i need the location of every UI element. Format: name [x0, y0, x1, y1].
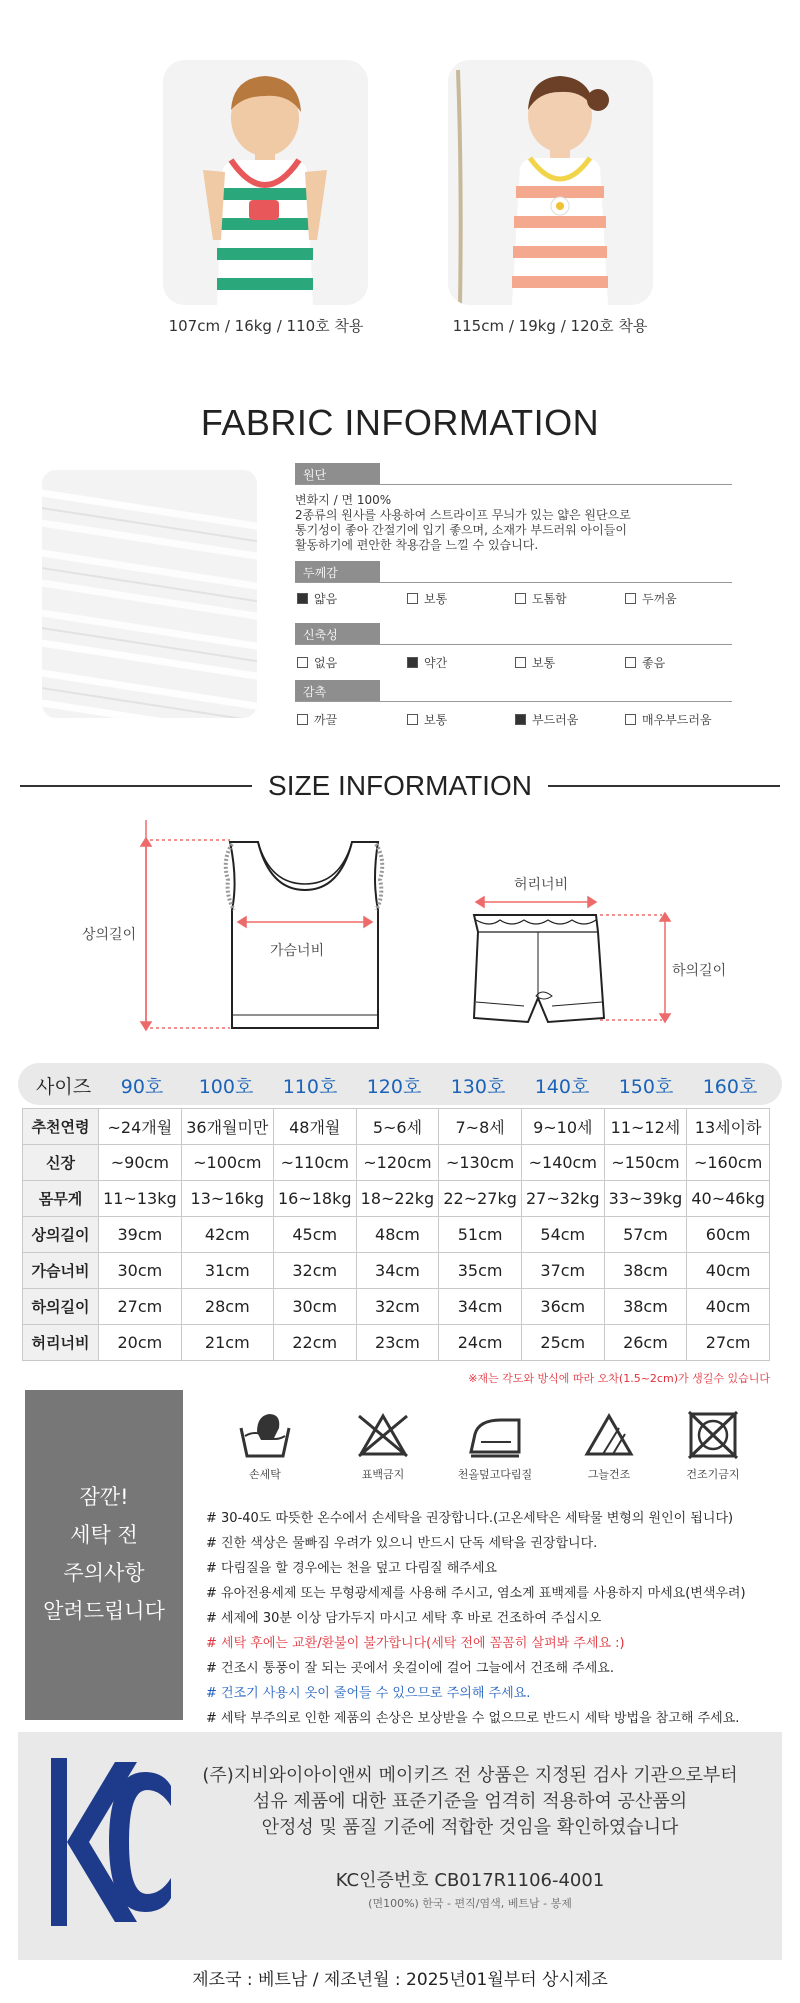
table-cell: 26cm	[604, 1325, 687, 1361]
table-row	[23, 1181, 770, 1217]
size-header-label: 사이즈	[36, 1076, 92, 1098]
kc-statement	[200, 1763, 740, 1841]
table-row	[23, 1109, 770, 1145]
table-cell: 11~13kg	[99, 1181, 182, 1217]
table-cell: 24cm	[439, 1325, 522, 1361]
model-photo-girl	[448, 60, 653, 305]
size-title-block	[20, 770, 780, 800]
stretch-option: 좋음	[625, 654, 665, 671]
table-cell: 40cm	[687, 1253, 770, 1289]
wash-headline-line: 알려드립니다	[43, 1599, 165, 1623]
hand-wash-icon	[235, 1410, 295, 1460]
wash-rule: # 진한 색상은 물빠짐 우려가 있으니 반드시 단독 세탁을 권장합니다.	[206, 1536, 598, 1551]
table-cell: 18~22kg	[356, 1181, 439, 1217]
shade-dry-item	[569, 1410, 649, 1482]
table-cell: ~110cm	[273, 1145, 356, 1181]
kc-mark-logo	[45, 1752, 175, 1932]
texture-option: 보통	[407, 711, 447, 728]
table-cell: 22cm	[273, 1325, 356, 1361]
thickness-tag: 두께감	[295, 561, 380, 583]
row-header: 허리너비	[23, 1325, 99, 1361]
wash-rule: # 30-40도 따뜻한 온수에서 손세탁을 권장합니다.(고온세탁은 세탁물 변형의 원인이 됩니다)	[206, 1511, 734, 1526]
kc-statement-line: 안정성 및 품질 기준에 적합한 것임을 확인하였습니다	[261, 1817, 679, 1838]
material-description	[295, 493, 735, 553]
size-header-cell: 110호	[282, 1076, 338, 1098]
checkbox-empty	[625, 714, 636, 725]
texture-option: 매우부드러움	[625, 711, 712, 728]
row-header: 추천연령	[23, 1109, 99, 1145]
table-cell: 36cm	[521, 1289, 604, 1325]
table-cell: 39cm	[99, 1217, 182, 1253]
wash-rule: # 세탁 부주의로 인한 제품의 손상은 보상받을 수 없으므로 반드시 세탁 방법을 참고해 주세요.	[206, 1711, 740, 1726]
thickness-option: 두꺼움	[625, 590, 677, 607]
manufacture-info: 제조국 : 베트남 / 제조년월 : 2025년01월부터 상시제조	[192, 1970, 608, 1990]
material-line: 활동하기에 편안한 착용감을 느낄 수 있습니다.	[295, 538, 539, 552]
table-cell: 38cm	[604, 1289, 687, 1325]
checkbox-empty	[407, 714, 418, 725]
table-cell: 13~16kg	[181, 1181, 273, 1217]
wash-notice-panel	[25, 1390, 183, 1720]
kc-statement-line: (주)지비와이아이앤씨 메이키즈 전 상품은 지정된 검사 기관으로부터	[202, 1765, 738, 1786]
material-line: 통기성이 좋아 간절기에 입기 좋으며, 소재가 부드러워 아이들이	[295, 523, 627, 537]
material-rule	[295, 484, 732, 485]
table-cell: 45cm	[273, 1217, 356, 1253]
kc-origin-detail: (면100%) 한국 - 편직/염색, 베트남 - 봉제	[368, 1897, 572, 1910]
chest-width-label: 가슴너비	[270, 943, 325, 959]
checkbox-empty	[297, 714, 308, 725]
hand-wash-item	[225, 1410, 305, 1482]
no-bleach-item	[343, 1410, 423, 1482]
no-tumble-dry-item	[673, 1410, 753, 1482]
texture-rule	[295, 701, 732, 702]
table-cell: 57cm	[604, 1217, 687, 1253]
iron-cloth-label: 천올덮고다림질	[457, 1468, 533, 1481]
wash-rule: # 유아전용세제 또는 무형광세제를 사용해 주시고, 염소계 표백제를 사용하지 마세요(변색우려)	[206, 1586, 746, 1601]
table-cell: 27cm	[687, 1325, 770, 1361]
table-cell: 36개월미만	[181, 1109, 273, 1145]
table-cell: ~120cm	[356, 1145, 439, 1181]
thickness-rule	[295, 582, 732, 583]
table-cell: 30cm	[99, 1253, 182, 1289]
wash-rule-warning: # 세탁 후에는 교환/환불이 불가합니다(세탁 전에 꼼꼼히 살펴봐 주세요 :)	[206, 1636, 625, 1651]
wash-headline-line: 세탁 전	[70, 1523, 138, 1547]
table-row	[23, 1217, 770, 1253]
bottom-length-label: 하의길이	[672, 963, 727, 979]
table-cell: 5~6세	[356, 1109, 439, 1145]
table-cell: 31cm	[181, 1253, 273, 1289]
thickness-option: 도톰함	[515, 590, 567, 607]
table-cell: 13세이하	[687, 1109, 770, 1145]
hand-wash-label: 손세탁	[249, 1468, 281, 1481]
table-cell: 22~27kg	[439, 1181, 522, 1217]
checkbox-empty	[515, 593, 526, 604]
checkbox-empty	[297, 657, 308, 668]
table-cell: 11~12세	[604, 1109, 687, 1145]
table-cell: 33~39kg	[604, 1181, 687, 1217]
no-tumble-dry-label: 건조기금지	[686, 1468, 740, 1481]
table-cell: 28cm	[181, 1289, 273, 1325]
table-cell: ~90cm	[99, 1145, 182, 1181]
fabric-title: FABRIC INFORMATION	[200, 402, 600, 443]
stretch-rule	[295, 644, 732, 645]
thickness-option: 얇음	[297, 590, 337, 607]
table-cell: ~150cm	[604, 1145, 687, 1181]
model-caption-girl: 115cm / 19kg / 120호 착용	[452, 317, 648, 335]
texture-tag: 감촉	[295, 680, 380, 702]
checkbox-empty	[407, 593, 418, 604]
stretch-option: 보통	[515, 654, 555, 671]
size-header-cell: 130호	[450, 1076, 506, 1098]
table-cell: 40~46kg	[687, 1181, 770, 1217]
iron-cloth-item	[455, 1410, 535, 1482]
table-cell: 34cm	[439, 1289, 522, 1325]
wash-rule: # 세제에 30분 이상 담가두지 마시고 세탁 후 바로 건조하여 주십시오	[206, 1611, 602, 1626]
kc-cert-number: KC인증번호 CB017R1106-4001	[335, 1870, 605, 1891]
table-cell: 16~18kg	[273, 1181, 356, 1217]
top-length-label: 상의길이	[82, 927, 137, 943]
size-header-cell: 90호	[120, 1076, 164, 1098]
texture-option: 까끌	[297, 711, 337, 728]
table-cell: 60cm	[687, 1217, 770, 1253]
table-cell: 30cm	[273, 1289, 356, 1325]
table-cell: 48개월	[273, 1109, 356, 1145]
table-cell: 40cm	[687, 1289, 770, 1325]
table-cell: 42cm	[181, 1217, 273, 1253]
table-cell: 35cm	[439, 1253, 522, 1289]
checkbox-empty	[625, 593, 636, 604]
size-header-cell: 160호	[702, 1076, 758, 1098]
table-cell: 48cm	[356, 1217, 439, 1253]
iron-cloth-icon	[465, 1410, 525, 1460]
checkbox-empty	[515, 657, 526, 668]
table-cell: 23cm	[356, 1325, 439, 1361]
table-cell: 27~32kg	[521, 1181, 604, 1217]
checkbox-empty	[625, 657, 636, 668]
row-header: 하의길이	[23, 1289, 99, 1325]
table-cell: 25cm	[521, 1325, 604, 1361]
table-cell: 9~10세	[521, 1109, 604, 1145]
table-cell: 32cm	[273, 1253, 356, 1289]
size-header-cell: 140호	[534, 1076, 590, 1098]
texture-option: 부드러움	[515, 711, 578, 728]
table-cell: 27cm	[99, 1289, 182, 1325]
row-header: 상의길이	[23, 1217, 99, 1253]
size-header-cell: 120호	[366, 1076, 422, 1098]
table-cell: 38cm	[604, 1253, 687, 1289]
table-cell: 20cm	[99, 1325, 182, 1361]
fabric-swatch-image	[42, 470, 257, 718]
checkbox-filled	[297, 593, 308, 604]
wash-rule-caution: # 건조기 사용시 옷이 줄어들 수 있으므로 주의해 주세요.	[206, 1686, 531, 1701]
table-cell: ~100cm	[181, 1145, 273, 1181]
table-row	[23, 1253, 770, 1289]
material-tag: 원단	[295, 463, 380, 485]
size-header-cell: 100호	[198, 1076, 254, 1098]
model-photo-boy	[163, 60, 368, 305]
table-cell: ~130cm	[439, 1145, 522, 1181]
waist-width-label: 허리너비	[514, 877, 569, 893]
row-header: 가슴너비	[23, 1253, 99, 1289]
thickness-option: 보통	[407, 590, 447, 607]
no-bleach-icon	[353, 1410, 413, 1460]
row-header: 몸무게	[23, 1181, 99, 1217]
checkbox-filled	[515, 714, 526, 725]
stretch-option: 없음	[297, 654, 337, 671]
table-cell: 32cm	[356, 1289, 439, 1325]
no-bleach-label: 표백금지	[361, 1468, 405, 1481]
table-cell: ~160cm	[687, 1145, 770, 1181]
no-tumble-dry-icon	[683, 1410, 743, 1460]
table-cell: 37cm	[521, 1253, 604, 1289]
table-cell: 34cm	[356, 1253, 439, 1289]
size-header-cell: 150호	[618, 1076, 674, 1098]
shade-dry-label: 그늘건조	[587, 1468, 631, 1481]
kc-statement-line: 섬유 제품에 대한 표준기준을 엄격히 적용하여 공산품의	[252, 1791, 688, 1812]
table-cell: 54cm	[521, 1217, 604, 1253]
shade-dry-icon	[579, 1410, 639, 1460]
material-line: 변화지 / 면 100%	[295, 493, 392, 507]
wash-rule: # 다림질을 할 경우에는 천을 덮고 다림질 해주세요	[206, 1561, 497, 1576]
model-caption-boy: 107cm / 16kg / 110호 착용	[168, 317, 364, 335]
table-cell: 21cm	[181, 1325, 273, 1361]
size-table	[22, 1108, 770, 1361]
table-cell: ~140cm	[521, 1145, 604, 1181]
table-cell: 7~8세	[439, 1109, 522, 1145]
wash-headline-line: 잠깐!	[79, 1485, 129, 1509]
material-line: 2종류의 원사를 사용하여 스트라이프 무늬가 있는 얇은 원단으로	[295, 508, 631, 522]
table-cell: ~24개월	[99, 1109, 182, 1145]
table-cell: 51cm	[439, 1217, 522, 1253]
checkbox-filled	[407, 657, 418, 668]
table-row	[23, 1145, 770, 1181]
row-header: 신장	[23, 1145, 99, 1181]
wash-rule: # 건조시 통풍이 잘 되는 곳에서 옷걸이에 걸어 그늘에서 건조해 주세요.	[206, 1661, 614, 1676]
stretch-option: 약간	[407, 654, 447, 671]
size-title: SIZE INFORMATION	[268, 770, 532, 801]
size-header	[18, 1063, 782, 1105]
table-row	[23, 1289, 770, 1325]
table-row	[23, 1325, 770, 1361]
wash-headline-line: 주의사항	[63, 1561, 145, 1585]
stretch-tag: 신축성	[295, 623, 380, 645]
measurement-note: ※재는 각도와 방식에 따라 오차(1.5~2cm)가 생길수 있습니다	[468, 1372, 770, 1385]
